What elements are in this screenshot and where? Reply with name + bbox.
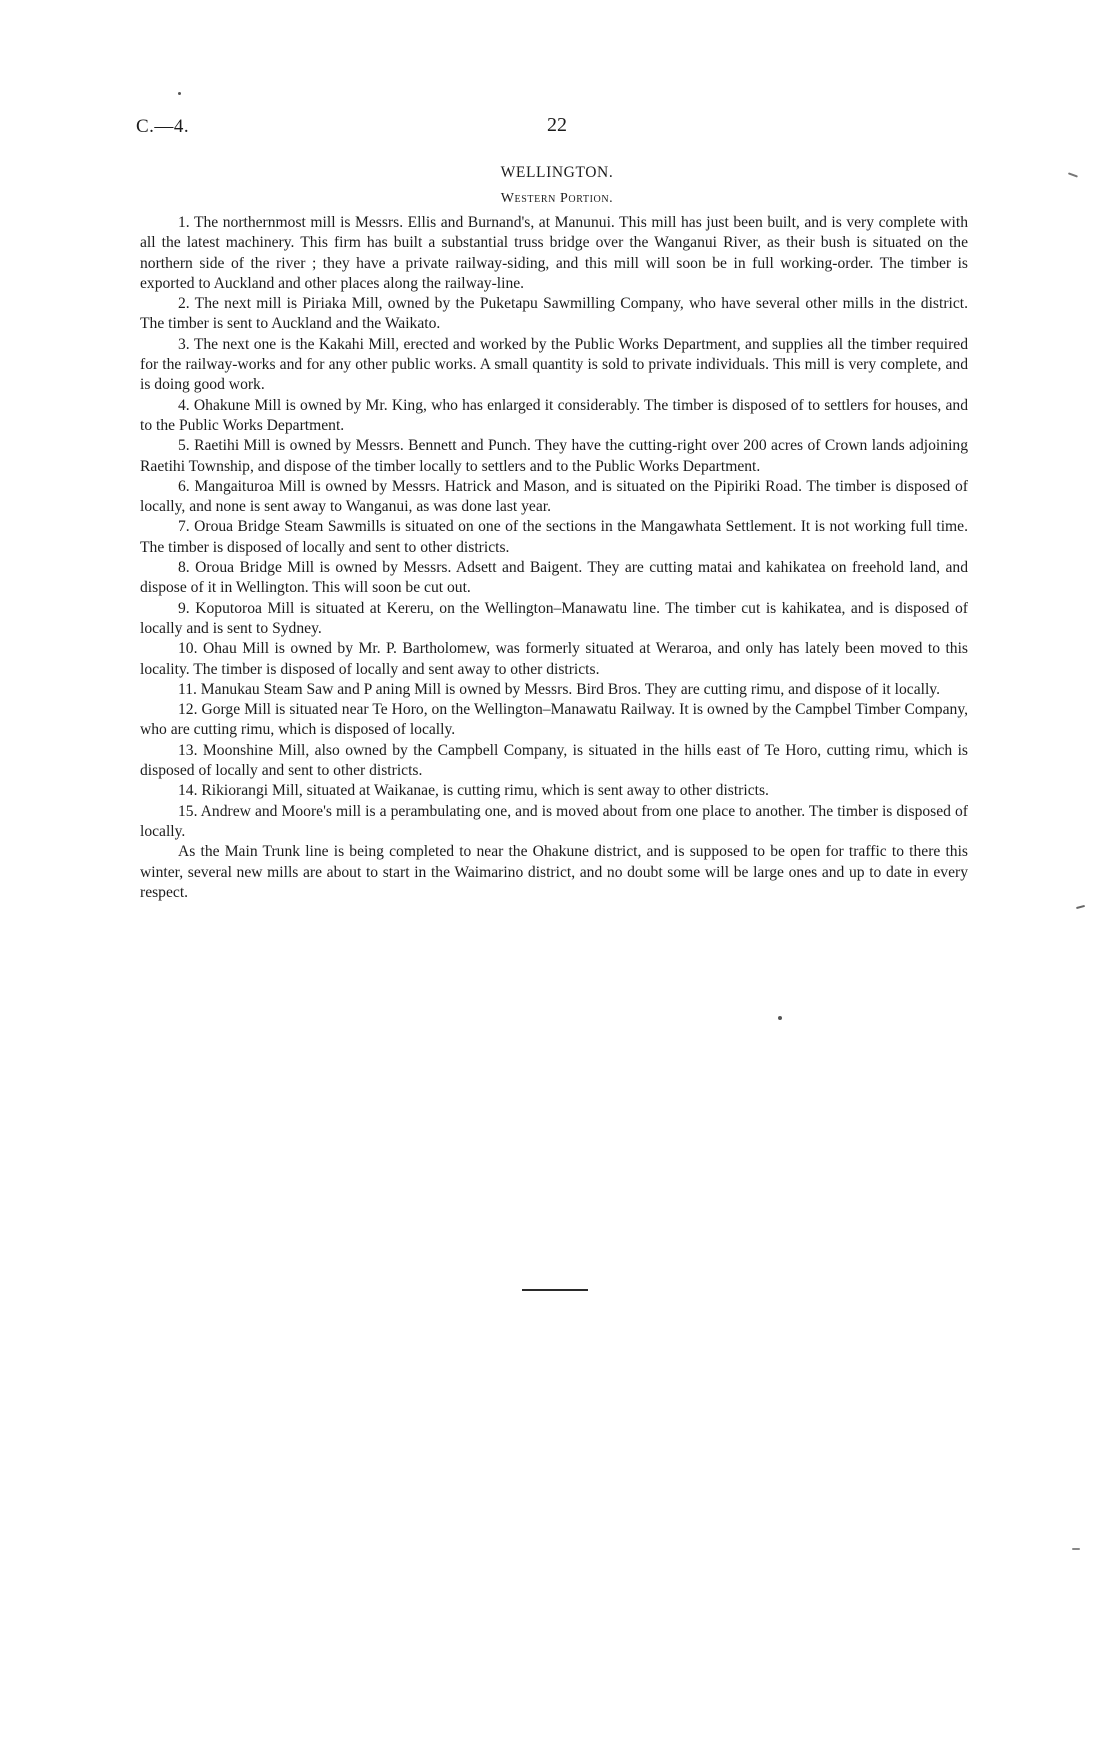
scan-speck (778, 1016, 782, 1020)
paragraph-11: 11. Manukau Steam Saw and P aning Mill is owned by Messrs. Bird Bros. They are cutting rimu, and dispose of it locally. (178, 680, 940, 698)
paragraph-12: 12. Gorge Mill is situated near Te Horo, on the Wellington–Manawatu Railway. It is owned by the Campbel Timber Company, who are cutting rimu, which is disposed of locally. (140, 701, 968, 739)
scan-speck (1076, 905, 1085, 909)
paragraph-7: 7. Oroua Bridge Steam Sawmills is situated on one of the sections in the Mangawhata Settlement. It is not working full time. The timber is disposed of locally and sent to other districts. (140, 518, 968, 556)
scan-speck (1072, 1548, 1080, 1550)
closing-rule (522, 1289, 588, 1291)
paragraph-15: 15. Andrew and Moore's mill is a perambulating one, and is moved about from one place to another. The timber is disposed of locally. (140, 802, 968, 840)
paragraph-1: 1. The northernmost mill is Messrs. Ellis and Burnand's, at Manunui. This mill has just been built, and is very complete with all the latest machinery. This firm has built a substantial truss bridge over the Wanganui River, as their bush is situated on the northern side of the river ; they have a private railway-siding, and this mill will soon be in full working-order. The timber is exported to Auckland and other places along the railway-line. (140, 214, 968, 292)
paragraph-4: 4. Ohakune Mill is owned by Mr. King, who has enlarged it considerably. The timber is disposed of to settlers for houses, and to the Public Works Department. (140, 396, 968, 434)
paragraph-8: 8. Oroua Bridge Mill is owned by Messrs. Adsett and Baigent. They are cutting matai and kahikatea on freehold land, and dispose of it in Wellington. This will soon be cut out. (140, 559, 968, 597)
paragraph-5: 5. Raetihi Mill is owned by Messrs. Bennett and Punch. They have the cutting-right over 200 acres of Crown lands adjoining Raetihi Township, and dispose of the timber locally to settlers and to the Public Works Department. (140, 437, 968, 475)
paragraph-13: 13. Moonshine Mill, also owned by the Campbell Company, is situated in the hills east of Te Horo, cutting rimu, which is disposed of locally and sent to other districts. (140, 741, 968, 780)
page-number: 22 (547, 114, 567, 136)
body-text (140, 213, 968, 903)
paragraph-10: 10. Ohau Mill is owned by Mr. P. Bartholomew, was formerly situated at Weraroa, and only has lately been moved to this locality. The timber is disposed of locally and sent away to other districts. (140, 640, 968, 678)
document-reference: C.—4. (136, 116, 190, 137)
paragraph-2: 2. The next mill is Piriaka Mill, owned by the Puketapu Sawmilling Company, who have several other mills in the district. The timber is sent to Auckland and the Waikato. (140, 295, 968, 333)
paragraph-9: 9. Koputoroa Mill is situated at Kereru, on the Wellington–Manawatu line. The timber cut is kahikatea, and is disposed of locally and is sent to Sydney. (140, 599, 968, 637)
paragraph-14: 14. Rikiorangi Mill, situated at Waikanae, is cutting rimu, which is sent away to other districts. (178, 782, 769, 800)
paragraph-closing: As the Main Trunk line is being completed to near the Ohakune district, and is supposed to be open for traffic to there this winter, several new mills are about to start in the Waimarino district, and no doubt some will be large ones and up to date in every respect. (140, 843, 968, 901)
paragraph-3: 3. The next one is the Kakahi Mill, erected and worked by the Public Works Department, and supplies all the timber required for the railway-works and for any other public works. A small quantity is sold to private individuals. This mill is very complete, and is doing good work. (140, 335, 968, 394)
section-heading: WELLINGTON. (500, 164, 614, 181)
paragraph-6: 6. Mangaituroa Mill is owned by Messrs. Hatrick and Mason, and is situated on the Pipiriki Road. The timber is disposed of locally, and none is sent away to Wanganui, as was done last year. (140, 477, 968, 516)
scan-speck (178, 92, 181, 95)
section-subheading: Western Portion. (500, 191, 614, 206)
